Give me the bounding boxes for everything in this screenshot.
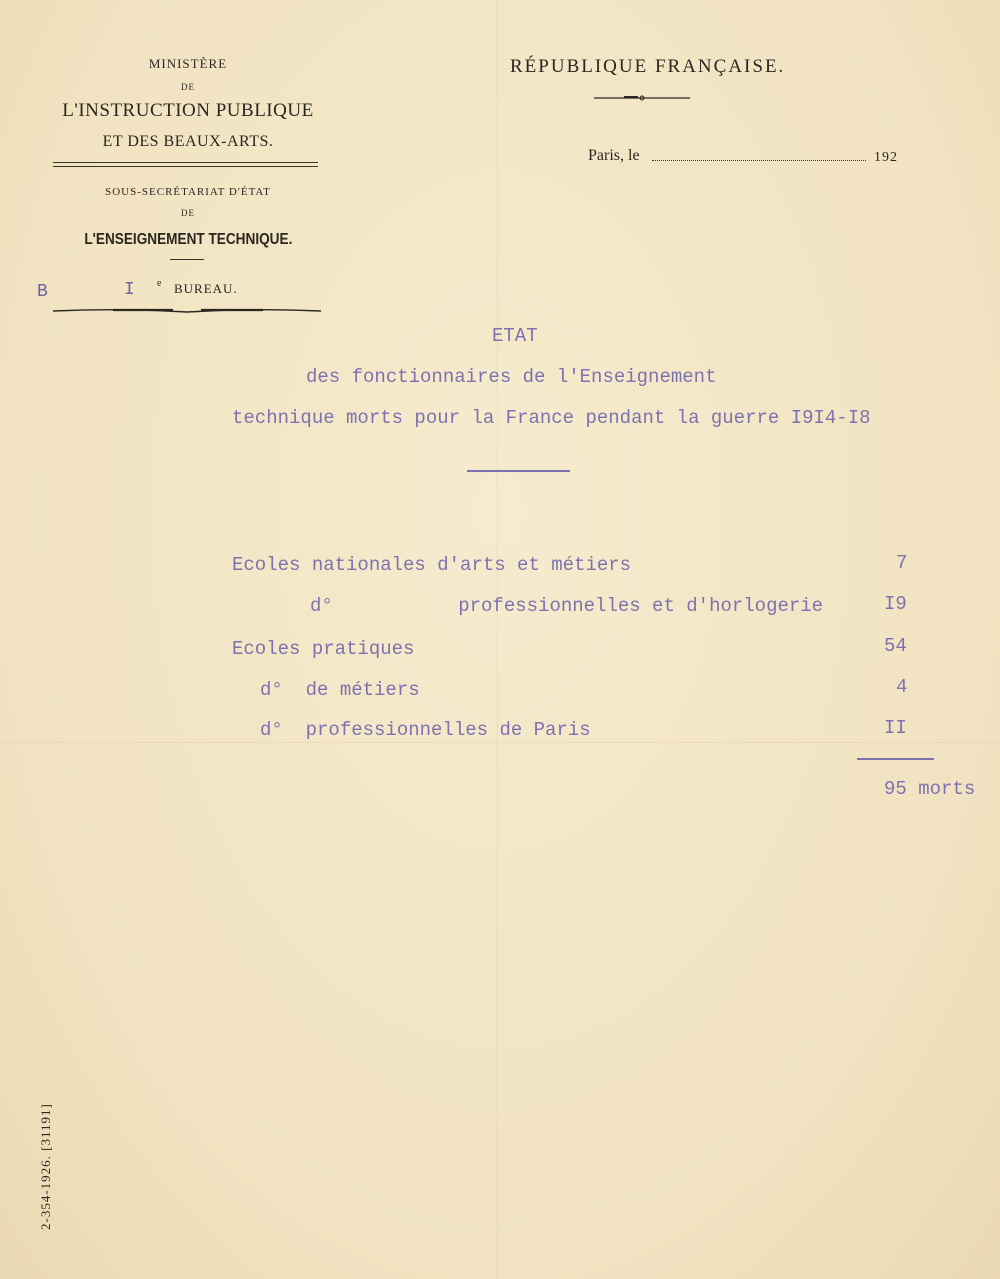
row-label-4: d° de métiers (260, 679, 420, 701)
letterhead-ministere: MINISTÈRE (148, 56, 228, 71)
row-value-1: 7 (896, 552, 908, 574)
row-value-2: I9 (884, 593, 907, 615)
letterhead-rule-top (53, 162, 318, 163)
letterhead-ornament-rule (53, 306, 321, 316)
row-label-2: d° professionnelles et d'horlogerie (310, 595, 824, 617)
letterhead-short-rule (170, 259, 204, 260)
title-underline (467, 470, 570, 472)
date-dotted-line (652, 160, 866, 161)
row-label-5: d° professionnelles de Paris (260, 719, 591, 741)
row-value-3: 54 (884, 635, 907, 657)
letterhead-instruction: L'INSTRUCTION PUBLIQUE (62, 100, 314, 121)
fold-line-vertical (497, 0, 498, 1279)
letterhead-sous-secretariat: SOUS-SECRÉTARIAT D'ÉTAT (105, 186, 271, 198)
row-value-4: 4 (896, 676, 908, 698)
fold-line-horizontal (0, 742, 1000, 743)
bureau-number: I (124, 280, 135, 300)
republique-francaise: RÉPUBLIQUE FRANÇAISE. (510, 56, 786, 77)
date-prefix: Paris, le (588, 147, 640, 164)
row-label-1: Ecoles nationales d'arts et métiers (232, 554, 632, 576)
total-value: 95 morts (884, 778, 976, 800)
row-label-3: Ecoles pratiques (232, 638, 415, 660)
document-subtitle-line2: technique morts pour la France pendant la guerre I9I4-I8 (232, 407, 871, 429)
bureau-prefix: B (37, 282, 48, 302)
letterhead-enseignement: L'ENSEIGNEMENT TECHNIQUE. (83, 231, 293, 248)
republique-ornament (594, 93, 690, 103)
total-rule (857, 758, 934, 760)
row-value-5: II (884, 717, 907, 739)
date-year: 192 (874, 150, 898, 165)
printer-reference: 2-354-1926. [31191] (38, 1103, 53, 1230)
letterhead-de-2: DE (181, 208, 195, 218)
document-subtitle-line1: des fonctionnaires de l'Enseignement (306, 366, 717, 388)
bureau-word: BUREAU. (174, 281, 238, 296)
document-title: ETAT (492, 325, 538, 347)
letterhead-enseignement-wrap (43, 229, 333, 249)
letterhead-beaux-arts: ET DES BEAUX-ARTS. (102, 133, 274, 150)
letterhead-rule-top-2 (53, 166, 318, 167)
letterhead-de: DE (181, 82, 195, 92)
bureau-superscript: e (157, 278, 162, 289)
